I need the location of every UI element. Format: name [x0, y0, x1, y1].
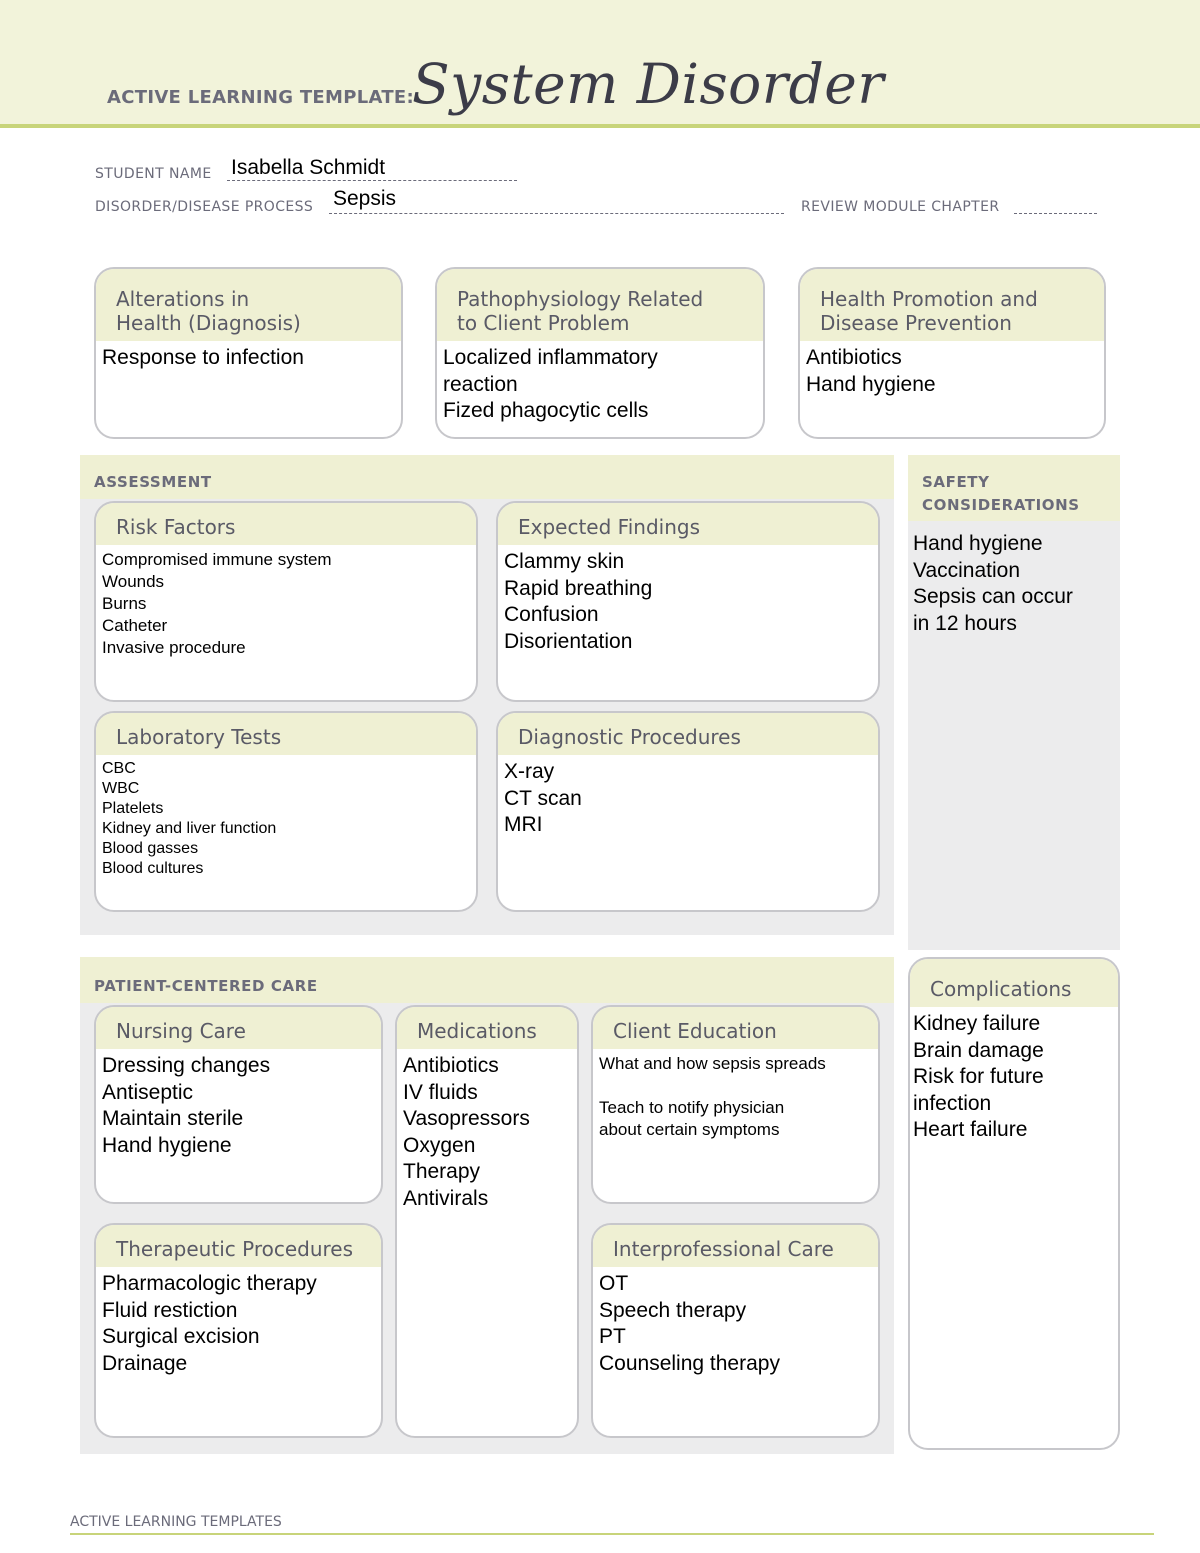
footer-divider	[70, 1533, 1154, 1535]
list-item: Burns	[102, 594, 147, 613]
alterations-title: Alterations in Health (Diagnosis)	[96, 269, 401, 341]
patient-care-title: PATIENT-CENTERED CARE	[94, 977, 318, 995]
student-name-line	[227, 180, 517, 181]
complications-title: Complications	[910, 959, 1118, 1007]
interprofessional-care-content	[593, 1267, 878, 1381]
list-item: Speech therapy	[599, 1298, 747, 1322]
client-education-card	[591, 1005, 880, 1204]
list-item: CBC	[102, 760, 136, 777]
list-item: Oxygen	[403, 1133, 476, 1157]
complications-content	[910, 1007, 1118, 1148]
list-item: Drainage	[102, 1351, 188, 1375]
diagnostic-procedures-content	[498, 755, 878, 843]
list-item	[599, 1075, 872, 1097]
medications-card	[395, 1005, 579, 1438]
list-item: infection	[913, 1091, 992, 1115]
health-promotion-card	[798, 267, 1106, 439]
list-item: Vaccination	[913, 558, 1021, 582]
list-item: Surgical excision	[102, 1325, 260, 1348]
safety-panel	[908, 455, 1120, 950]
complications-card	[908, 957, 1120, 1450]
risk-factors-content	[96, 545, 476, 663]
assessment-title: ASSESSMENT	[94, 473, 212, 491]
therapeutic-procedures-content	[96, 1267, 381, 1381]
list-item: What and how sepsis spreads	[599, 1054, 826, 1073]
list-item: PT	[599, 1325, 626, 1348]
list-item: Teach to notify physician	[599, 1098, 785, 1117]
interprofessional-care-card	[591, 1223, 880, 1438]
list-item: WBC	[102, 780, 140, 797]
health-promotion-title: Health Promotion and Disease Prevention	[800, 269, 1104, 341]
diagnostic-procedures-title: Diagnostic Procedures	[498, 713, 878, 755]
laboratory-tests-title: Laboratory Tests	[96, 713, 476, 755]
health-promotion-content	[800, 341, 1104, 402]
interprofessional-care-title: Interprofessional Care	[593, 1225, 878, 1267]
list-item: Counseling therapy	[599, 1351, 780, 1375]
list-item: MRI	[504, 813, 543, 836]
disorder-line	[329, 213, 784, 214]
disorder-field[interactable]: Sepsis	[333, 187, 397, 210]
pathophysiology-card	[435, 267, 765, 439]
list-item: Wounds	[102, 572, 165, 591]
safety-title: SAFETY CONSIDERATIONS	[922, 473, 1080, 514]
list-item: Sepsis can occur	[913, 585, 1073, 608]
list-item: in 12 hours	[913, 611, 1017, 635]
list-item: Catheter	[102, 616, 168, 635]
student-name-field[interactable]: Isabella Schmidt	[231, 156, 386, 179]
list-item: Antivirals	[403, 1186, 489, 1210]
list-item: Fluid restiction	[102, 1298, 238, 1322]
list-item: reaction	[443, 372, 518, 396]
therapeutic-procedures-card	[94, 1223, 383, 1438]
list-item: X-ray	[504, 760, 555, 783]
nursing-care-title: Nursing Care	[96, 1007, 381, 1049]
list-item: Therapy	[403, 1160, 481, 1183]
list-item: IV fluids	[403, 1080, 478, 1104]
risk-factors-card	[94, 501, 478, 702]
list-item: CT scan	[504, 786, 582, 810]
pathophysiology-content	[437, 341, 763, 429]
expected-findings-content	[498, 545, 878, 659]
list-item: Clammy skin	[504, 550, 625, 573]
safety-content	[913, 531, 1073, 637]
list-item: Blood gasses	[102, 840, 199, 857]
list-item: Maintain sterile	[102, 1107, 244, 1130]
client-education-content	[593, 1049, 878, 1145]
list-item: Kidney and liver function	[102, 820, 277, 837]
medications-content	[397, 1049, 577, 1216]
review-module-label: REVIEW MODULE CHAPTER	[801, 199, 1000, 215]
risk-factors-title: Risk Factors	[96, 503, 476, 545]
list-item: OT	[599, 1272, 629, 1295]
medications-title: Medications	[397, 1007, 577, 1049]
list-item: Hand hygiene	[806, 372, 936, 396]
list-item: Disorientation	[504, 629, 633, 653]
diagnostic-procedures-card	[496, 711, 880, 912]
list-item: Rapid breathing	[504, 576, 653, 600]
alterations-card	[94, 267, 403, 439]
list-item: Antiseptic	[102, 1080, 194, 1104]
list-item: Confusion	[504, 603, 599, 626]
expected-findings-card	[496, 501, 880, 702]
disorder-label: DISORDER/DISEASE PROCESS	[95, 199, 314, 215]
list-item: Compromised immune system	[102, 550, 332, 569]
list-item: Antibiotics	[403, 1054, 499, 1077]
list-item: Fized phagocytic cells	[443, 399, 649, 422]
laboratory-tests-content	[96, 755, 476, 883]
list-item: Localized inflammatory	[443, 346, 658, 369]
list-item: Pharmacologic therapy	[102, 1272, 317, 1295]
student-name-label: STUDENT NAME	[95, 166, 212, 182]
list-item: Kidney failure	[913, 1012, 1041, 1035]
template-label: ACTIVE LEARNING TEMPLATE:	[107, 87, 414, 108]
laboratory-tests-card	[94, 711, 478, 912]
list-item: Hand hygiene	[102, 1133, 232, 1157]
list-item: Vasopressors	[403, 1107, 530, 1130]
list-item: Dressing changes	[102, 1054, 271, 1077]
list-item: about certain symptoms	[599, 1120, 780, 1139]
nursing-care-card	[94, 1005, 383, 1204]
list-item: Platelets	[102, 800, 164, 817]
list-item: Heart failure	[913, 1118, 1028, 1141]
list-item: Invasive procedure	[102, 638, 246, 657]
alterations-content	[96, 341, 401, 376]
therapeutic-procedures-title: Therapeutic Procedures	[96, 1225, 381, 1267]
pathophysiology-title: Pathophysiology Related to Client Problem	[437, 269, 763, 341]
header-divider	[0, 124, 1200, 128]
template-title: System Disorder	[412, 52, 885, 116]
expected-findings-title: Expected Findings	[498, 503, 878, 545]
list-item: Brain damage	[913, 1038, 1044, 1062]
nursing-care-content	[96, 1049, 381, 1163]
footer-text: ACTIVE LEARNING TEMPLATES	[70, 1514, 282, 1530]
client-education-title: Client Education	[593, 1007, 878, 1049]
list-item: Hand hygiene	[913, 532, 1043, 555]
list-item: Blood cultures	[102, 860, 204, 877]
review-module-field[interactable]	[1014, 213, 1097, 214]
list-item: Antibiotics	[806, 346, 902, 369]
list-item: Risk for future	[913, 1065, 1044, 1088]
list-item: Response to infection	[102, 346, 304, 369]
